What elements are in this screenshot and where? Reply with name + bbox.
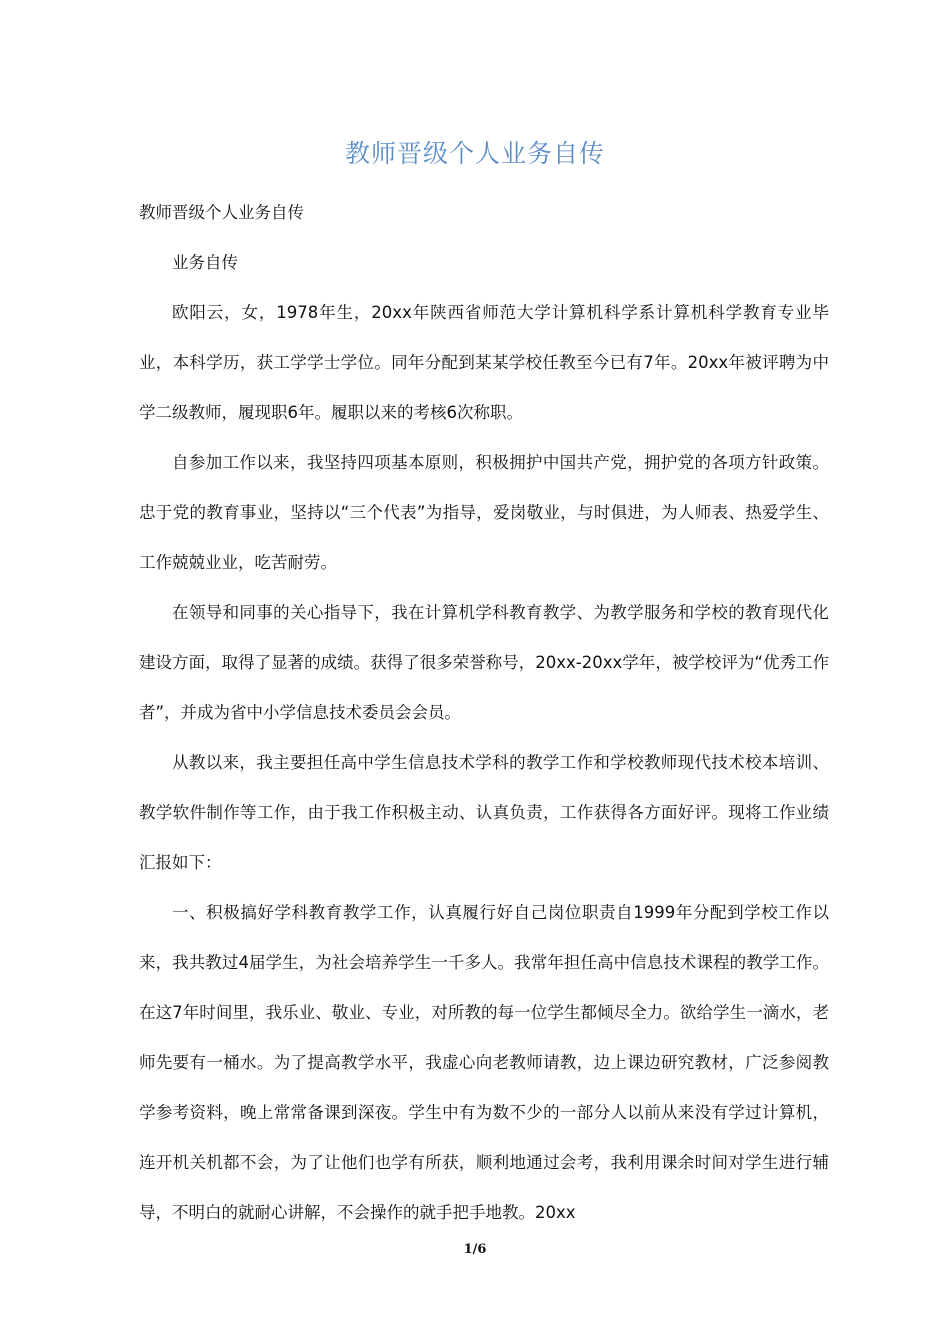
- document-title: 教师晋级个人业务自传: [344, 139, 605, 168]
- paragraph: 欧阳云，女，1978年生，20xx年陕西省师范大学计算机科学系计算机科学教育专业毕业，本科学历，获工学学士学位。同年分配到某某学校任教至今已有7年。20xx年被评聘为中学二级教师，履现职6年。履职以来的考核6次称职。: [139, 303, 829, 422]
- paragraph: 一、积极搞好学科教育教学工作，认真履行好自己岗位职责自1999年分配到学校工作以来，我共教过4届学生，为社会培养学生一千多人。我常年担任高中信息技术课程的教学工作。在这7年时间里，我乐业、敬业、专业，对所教的每一位学生都倾尽全力。欲给学生一滴水，老师先要有一桶水。为了提高教学水平，我虚心向老教师请教，边上课边研究教材，广泛参阅教学参考资料，晚上常常备课到深夜。学生中有为数不少的一部分人以前从来没有学过计算机，连开机关机都不会，为了让他们也学有所获，顺利地通过会考，我利用课余时间对学生进行辅导，不明白的就耐心讲解，不会操作的就手把手地教。20xx: [139, 903, 829, 1222]
- document-subtitle: 教师晋级个人业务自传: [139, 203, 304, 222]
- section-heading: 业务自传: [172, 253, 238, 272]
- paragraph: 自参加工作以来，我坚持四项基本原则，积极拥护中国共产党，拥护党的各项方针政策。忠于党的教育事业，坚持以“三个代表”为指导，爱岗敬业，与时俱进，为人师表、热爱学生、工作兢兢业业，吃苦耐劳。: [139, 453, 829, 572]
- paragraph: 从教以来，我主要担任高中学生信息技术学科的教学工作和学校教师现代技术校本培训、教学软件制作等工作，由于我工作积极主动、认真负责，工作获得各方面好评。现将工作业绩汇报如下：: [139, 753, 829, 872]
- paragraph: 在领导和同事的关心指导下，我在计算机学科教育教学、为教学服务和学校的教育现代化建设方面，取得了显著的成绩。获得了很多荣誉称号，20xx-20xx学年，被学校评为“优秀工作者”，并成为省中小学信息技术委员会会员。: [139, 603, 829, 722]
- page-number: 1/6: [463, 1242, 487, 1257]
- document-body: [139, 188, 829, 1238]
